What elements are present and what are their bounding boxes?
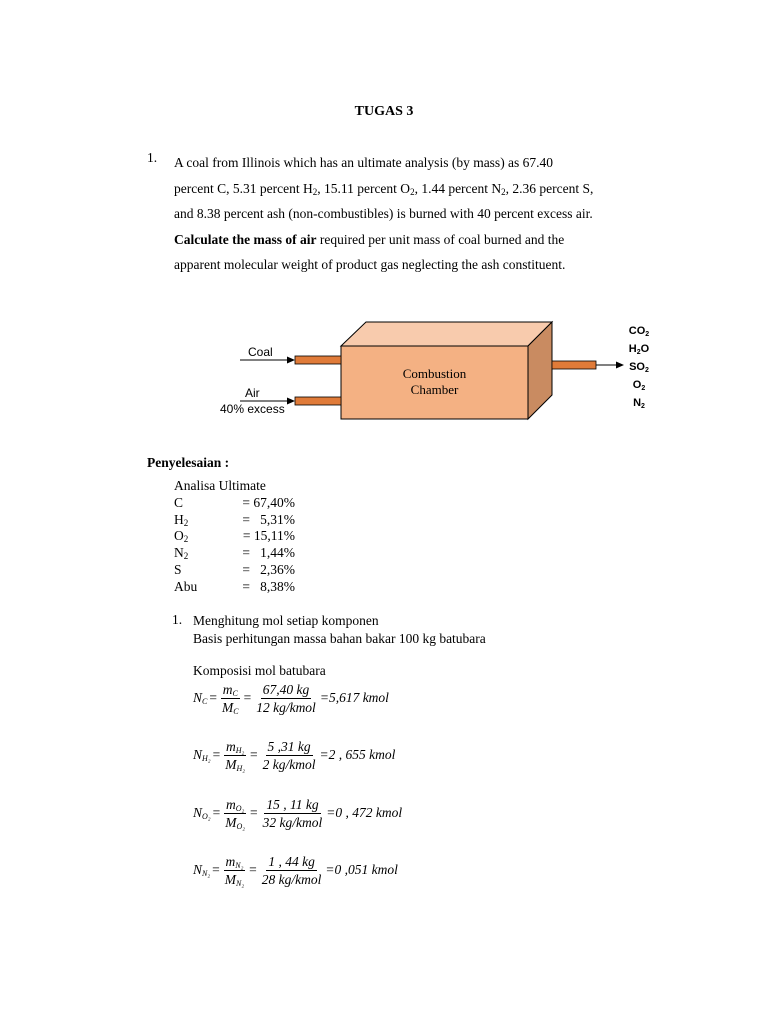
step-number: 1. [172,612,183,627]
equation-result: =2 , 655 kmol [319,747,396,762]
mol-equation: $N_C$ = $\frac{m_C}{M_C}$ = $\frac{67,40 kg}{\text{12 kg/kmol}}$ =5,617 kmol [193,681,389,716]
ultimate-analysis-title: Analisa Ultimate [174,478,266,493]
question-line-1: A coal from Illinois which has an ultimate analysis (by mass) as 67.40 [174,155,554,170]
product-2: $H_2O$ [628,343,650,356]
ultimate-row: $N_2 = 1,44\%$ [174,545,295,562]
symbolic-fraction: $\frac{m_{O_2}}{M_{O_2}}$ [225,796,246,831]
outlet-pipe [552,361,596,369]
komposisi-heading: Komposisi mol batubara [193,663,326,678]
chamber-label: Combustion Chamber [402,366,467,397]
excess-label: 40% excess [220,402,285,416]
symbolic-fraction: $\frac{m_{N_2}}{M_{N_2}}$ [224,853,245,888]
numeric-fraction: $\frac{15 , 11 kg}{\text{32 kg/kmol}}$ [262,796,323,830]
product-3: $SO_2$ [629,361,649,374]
coal-label: Coal [248,345,273,359]
ultimate-row: Abu = 8,38% [174,578,295,594]
ultimate-row: S = 2,36% [174,561,295,577]
symbolic-fraction: $\frac{m_C}{M_C}$ [221,681,239,716]
ultimate-row: $O_2 = 15,11\%$ [174,528,295,545]
equation-result: =0 ,051 kmol [325,862,398,877]
question-number: 1. [147,150,158,165]
product-1: $CO_2$ [628,325,650,338]
step-text: Menghitung mol setiap komponen Basis perhitungan massa bahan bakar 100 kg batubara [193,613,486,646]
numeric-fraction: $\frac{1 , 44 kg}{\text{28 kg/kmol}}$ [261,853,322,887]
numeric-fraction: $\frac{5 ,31 kg}{\text{2 kg/kmol}}$ [262,738,316,772]
air-inlet-pipe [295,397,341,405]
question-line-3: and 8.38 percent ash (non-combustibles) is burned with 40 percent excess air. [174,206,593,221]
chamber-top-face [341,322,552,346]
mol-equation: $N_{H_2}$ = $\frac{m_{H_2}}{M_{H_2}}$ = $\frac{5 ,31 kg}{\text{2 kg/kmol}}$ =2 , 655 kmol [193,738,396,773]
mol-equation: $N_{N_2}$ = $\frac{m_{N_2}}{M_{N_2}}$ = $\frac{1 , 44 kg}{\text{28 kg/kmol}}$ =0 ,051 kmol [193,853,398,888]
mol-equation: $N_{O_2}$ = $\frac{m_{O_2}}{M_{O_2}}$ = $\frac{15 , 11 kg}{\text{32 kg/kmol}}$ =0 , 472 kmol [193,796,403,831]
ultimate-row: C = 67,40% [174,495,295,510]
question-line-5: apparent molecular weight of product gas neglecting the ash constituent. [174,257,566,272]
question-bold-phrase: Calculate the mass of air [174,231,317,247]
question-line-4: Calculate the mass of air required per unit mass of coal burned and the [174,231,565,247]
product-4: $O_2$ [632,379,646,392]
question-line-2: percent C, 5.31 percent $H_2$, 15.11 percent $O_2$, 1.44 percent $N_2$, 2.36 percent S, [174,180,594,197]
solution-heading: Penyelesaian : [147,455,230,470]
symbolic-fraction: $\frac{m_{H_2}}{M_{H_2}}$ [225,738,246,773]
equation-result: =0 , 472 kmol [326,805,403,820]
ultimate-row: $H_2 = 5,31\%$ [174,511,295,528]
numeric-fraction: $\frac{67,40 kg}{\text{12 kg/kmol}}$ [256,681,316,715]
equation-result: =5,617 kmol [319,690,389,705]
coal-inlet-pipe [295,356,341,364]
air-label: Air [245,386,260,400]
product-list [619,322,659,412]
page-title: TUGAS 3 [354,104,414,119]
product-5: $N_2$ [633,397,645,410]
